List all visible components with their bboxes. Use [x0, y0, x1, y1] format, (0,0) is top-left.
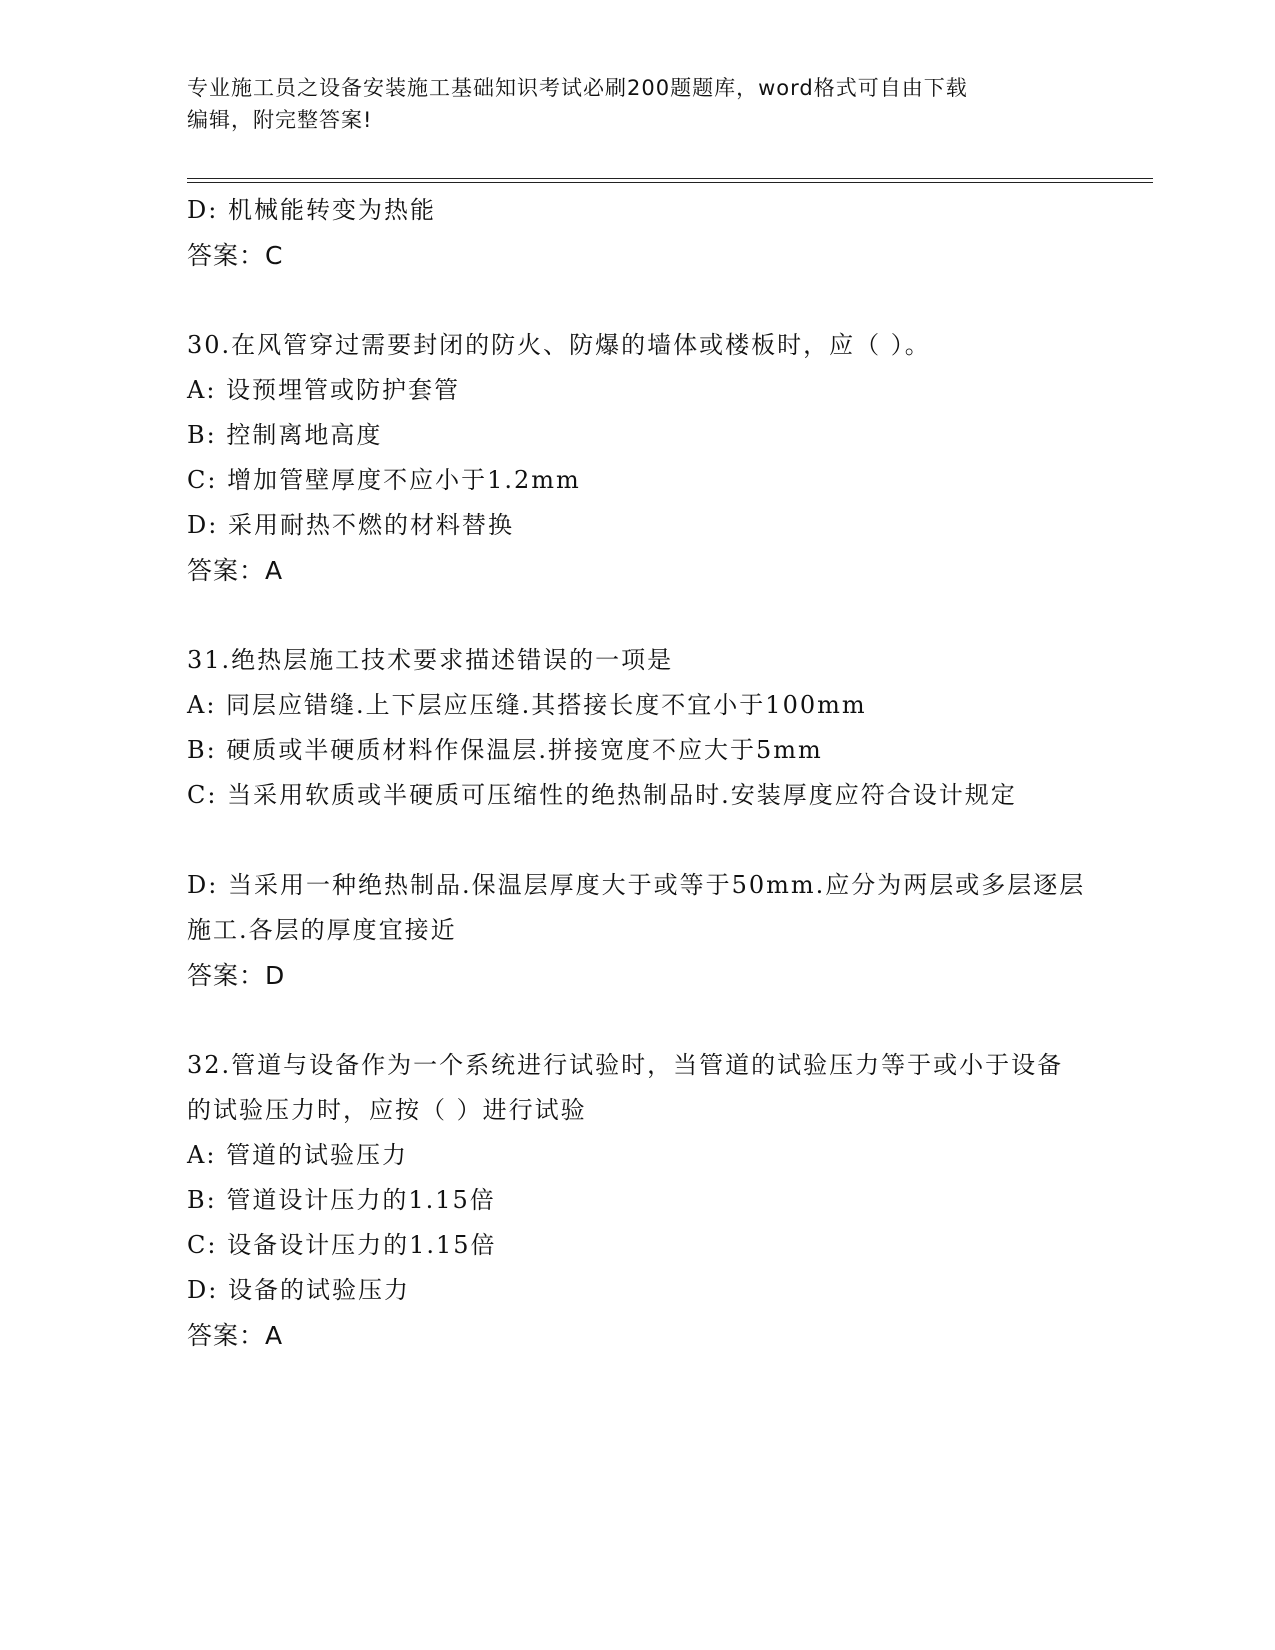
option-d: D: 机械能转变为热能 — [187, 196, 436, 224]
question-32 — [187, 1043, 1087, 1358]
option-b: B: 硬质或半硬质材料作保温层.拼接宽度不应大于5mm — [187, 736, 823, 764]
question-stem: 30.在风管穿过需要封闭的防火、防爆的墙体或楼板时，应（ ）。 — [187, 331, 931, 359]
option-c: C: 增加管壁厚度不应小于1.2mm — [187, 466, 581, 494]
header-line-1: 专业施工员之设备安装施工基础知识考试必刷200题题库，word格式可自由下载 — [187, 76, 968, 100]
option-a: A: 管道的试验压力 — [187, 1141, 409, 1169]
spacer — [187, 998, 1087, 1043]
question-30 — [187, 323, 1087, 593]
document-body — [187, 188, 1087, 1358]
spacer — [187, 278, 1087, 323]
option-b: B: 控制离地高度 — [187, 421, 383, 449]
option-d: D: 采用耐热不燃的材料替换 — [187, 511, 514, 539]
answer-text: 答案：D — [187, 961, 286, 990]
header-divider-top — [187, 178, 1153, 179]
previous-question-tail — [187, 188, 1087, 278]
question-31 — [187, 638, 1087, 998]
answer-text: 答案：A — [187, 556, 284, 585]
header-line-2: 编辑，附完整答案! — [187, 108, 373, 132]
option-c: C: 设备设计压力的1.15倍 — [187, 1231, 497, 1259]
question-stem: 31.绝热层施工技术要求描述错误的一项是 — [187, 646, 674, 674]
document-header — [187, 72, 1087, 136]
option-a: A: 设预埋管或防护套管 — [187, 376, 461, 404]
option-b: B: 管道设计压力的1.15倍 — [187, 1186, 496, 1214]
option-d: D: 设备的试验压力 — [187, 1276, 410, 1304]
answer-text: 答案：A — [187, 1321, 284, 1350]
answer-text: 答案：C — [187, 241, 284, 270]
question-stem: 32.管道与设备作为一个系统进行试验时，当管道的试验压力等于或小于设备的试验压力时，应按（ ）进行试验 — [187, 1051, 1064, 1124]
spacer — [187, 593, 1087, 638]
option-d: D: 当采用一种绝热制品.保温层厚度大于或等于50mm.应分为两层或多层逐层施工.各层的厚度宜接近 — [187, 871, 1086, 944]
option-c: C: 当采用软质或半硬质可压缩性的绝热制品时.安装厚度应符合设计规定 — [187, 781, 1017, 809]
option-a: A: 同层应错缝.上下层应压缝.其搭接长度不宜小于100mm — [187, 691, 867, 719]
header-divider-bottom — [187, 182, 1153, 183]
